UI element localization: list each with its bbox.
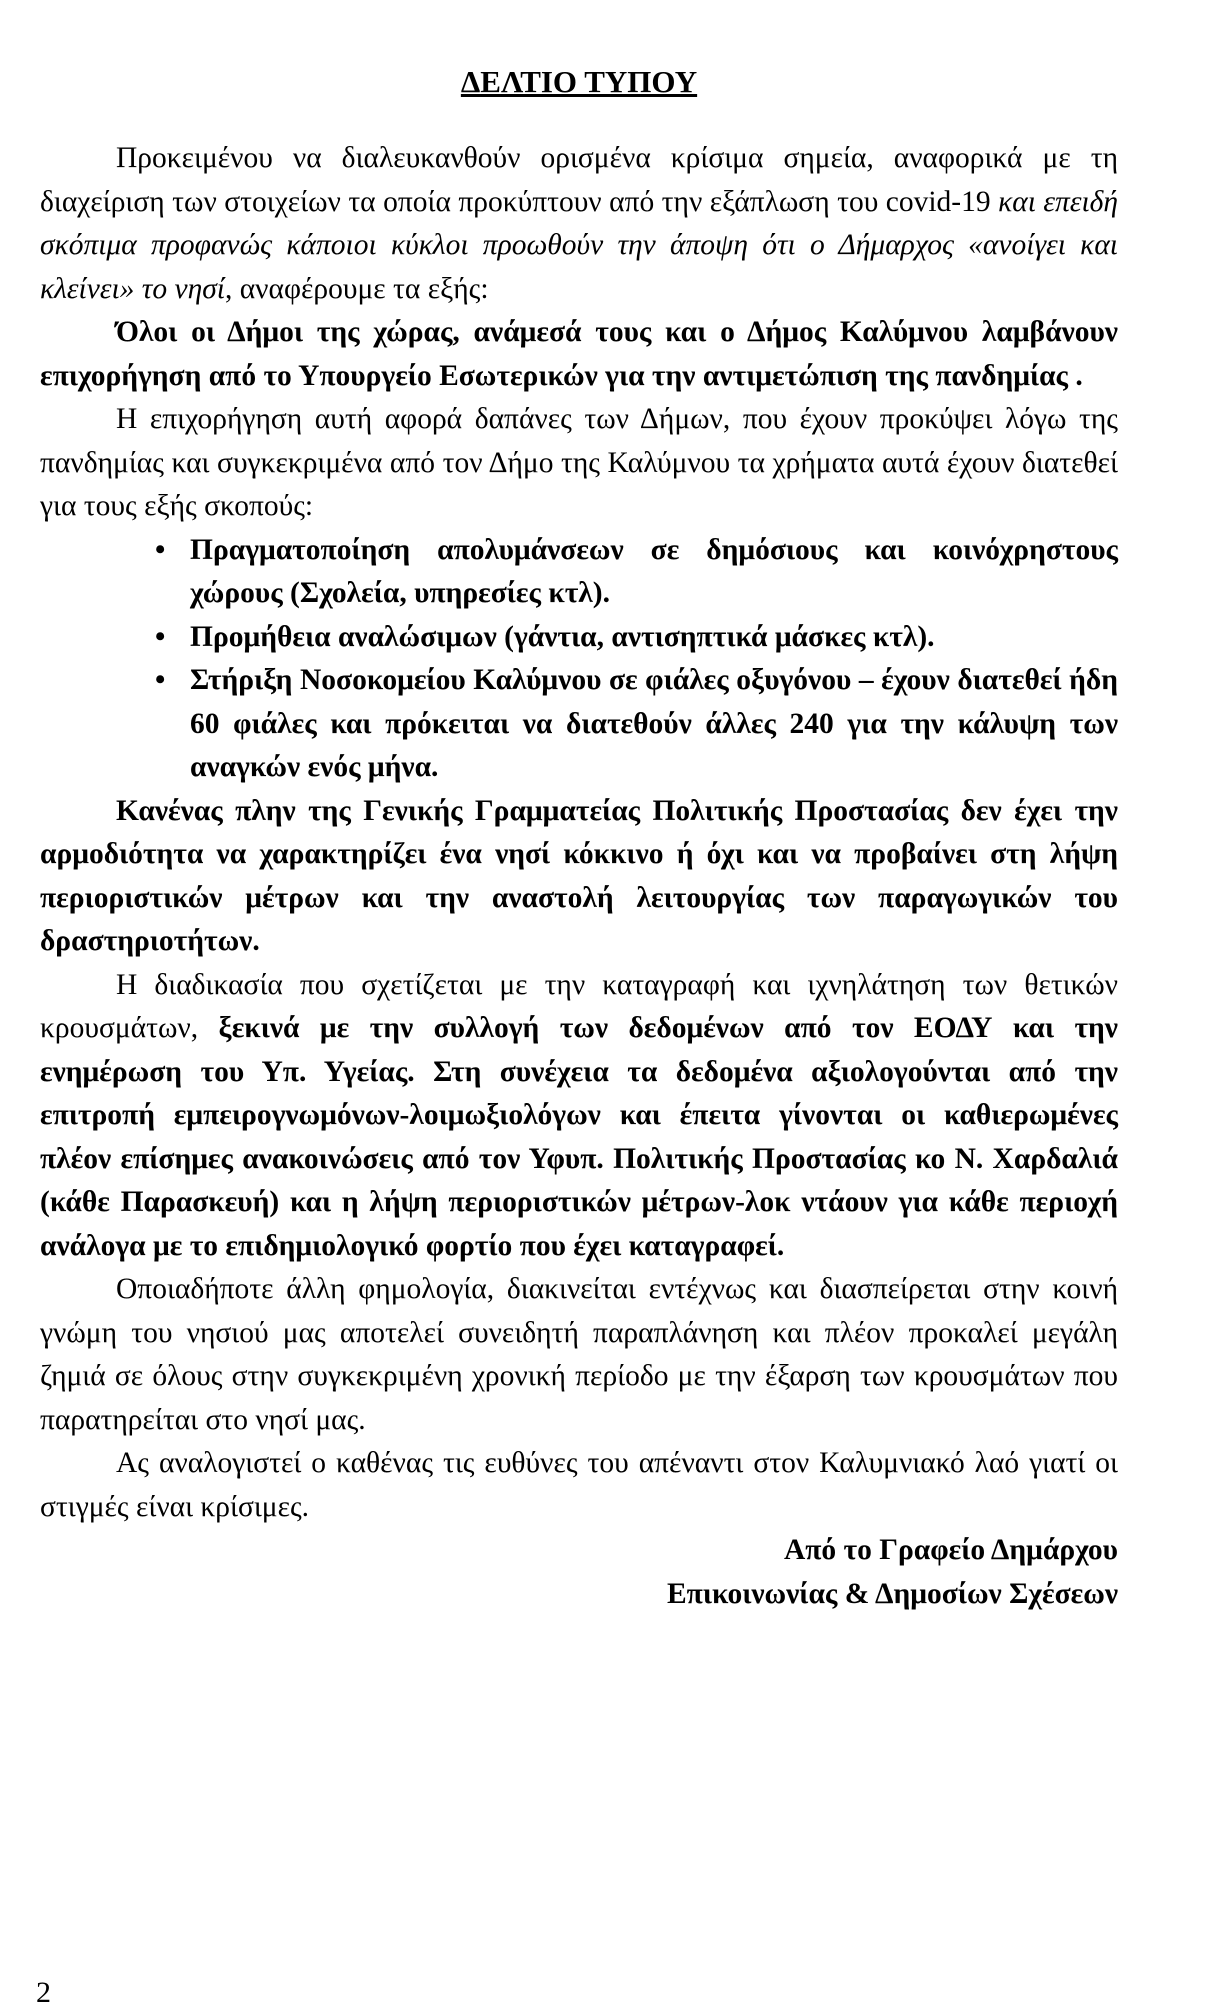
bullet-icon: •	[155, 533, 166, 566]
bullet-item-disinfection	[155, 529, 1118, 616]
civil-protection-paragraph: Κανένας πλην της Γενικής Γραμματείας Πολιτικής Προστασίας δεν έχει την αρμοδιότητα να χαρακτηρίζει ένα νησί κόκκινο ή όχι και να προβαίνει στη λήψη περιοριστικών μέτρων και την αναστολή λειτουργίας των παραγωγικών του δραστηριοτήτων.	[40, 794, 1118, 957]
procedure-text-bold: ξεκινά με την συλλογή των δεδομένων από τον ΕΟΔΥ και την ενημέρωση του Υπ. Υγείας. Στη συνέχεια τα δεδομένα αξιολογούνται από την επιτροπή εμπειρογνωμόνων-λοιμωξιολόγων και έπειτα γίνονται οι καθιερωμένες πλέον επίσημες ανακοινώσεις από τον Υφυπ. Πολιτικής Προστασίας κο Ν. Χαρδαλιά (κάθε Παρασκευή) και η λήψη περιοριστικών μέτρων-λοκ ντάουν για κάθε περιοχή ανάλογα με το επιδημιολογικό φορτίο που έχει καταγραφεί.	[40, 1012, 1118, 1262]
procedure-text-normal: Η διαδικασία που σχετίζεται με την καταγραφή και ιχνηλάτηση των θετικών κρουσμάτων,	[40, 968, 1118, 1044]
intro-paragraph	[40, 137, 1118, 311]
signature-line-2: Επικοινωνίας & Δημοσίων Σχέσεων	[666, 1577, 1118, 1610]
bullet-text: Προμήθεια αναλώσιμων (γάντια, αντισηπτικά μάσκες κτλ).	[190, 620, 935, 653]
procedure-paragraph	[40, 964, 1118, 1269]
intro-text-normal-2: , αναφέρουμε τα εξής:	[224, 272, 489, 305]
expenses-bullet-list	[40, 529, 1118, 790]
bullet-text: Πραγματοποίηση απολυμάνσεων σε δημόσιους και κοινόχρηστους χώρους (Σχολεία, υπηρεσίες κτλ).	[190, 533, 1118, 609]
bullet-icon: •	[155, 620, 166, 653]
bullet-icon: •	[155, 664, 166, 696]
bullet-text: Στήριξη Νοσοκομείου Καλύμνου σε φιάλες οξυγόνου – έχουν διατεθεί ήδη 60 φιάλες και πρόκειται να διατεθούν άλλες 240 για την κάλυψη των αναγκών ενός μήνα.	[190, 664, 1118, 783]
bullet-item-consumables	[155, 616, 1118, 660]
document-title: ΔΕΛΤΙΟ ΤΥΠΟΥ	[460, 64, 698, 99]
bullet-item-hospital-oxygen	[155, 659, 1118, 790]
document-body	[40, 66, 1118, 1616]
expenses-paragraph: Η επιχορήγηση αυτή αφορά δαπάνες των Δήμων, που έχουν προκύψει λόγω της πανδημίας και συγκεκριμένα από τον Δήμο της Καλύμνου τα χρήματα αυτά έχουν διατεθεί για τους εξής σκοπούς:	[40, 403, 1118, 522]
grant-paragraph: Όλοι οι Δήμοι της χώρας, ανάμεσά τους και ο Δήμος Καλύμνου λαμβάνουν επιχορήγηση από το Υπουργείο Εσωτερικών για την αντιμετώπιση της πανδημίας .	[40, 316, 1118, 392]
intro-text-italic: και επειδή σκόπιμα προφανώς κάποιοι κύκλοι προωθούν την άποψη ότι ο Δήμαρχος «ανοίγει και κλείνει» το νησί	[40, 185, 1118, 305]
rumors-paragraph: Οποιαδήποτε άλλη φημολογία, διακινείται εντέχνως και διασπείρεται στην κοινή γνώμη του νησιού μας αποτελεί συνειδητή παραπλάνηση και πλέον προκαλεί μεγάλη ζημιά σε όλους στην συγκεκριμένη χρονική περίοδο με την έξαρση των κρουσμάτων που παρατηρείται στο νησί μας.	[40, 1273, 1118, 1436]
closing-paragraph: Ας αναλογιστεί ο καθένας τις ευθύνες του απέναντι στον Καλυμνιακό λαό γιατί οι στιγμές είναι κρίσιμες.	[40, 1447, 1118, 1523]
page-number: 2	[36, 1976, 51, 2009]
signature-block	[40, 1529, 1118, 1616]
intro-text-normal-1: Προκειμένου να διαλευκανθούν ορισμένα κρίσιμα σημεία, αναφορικά με τη διαχείριση των στοιχείων τα οποία προκύπτουν από την εξάπλωση του covid-19	[40, 142, 1118, 218]
signature-line-1: Από το Γραφείο Δημάρχου	[783, 1534, 1118, 1566]
